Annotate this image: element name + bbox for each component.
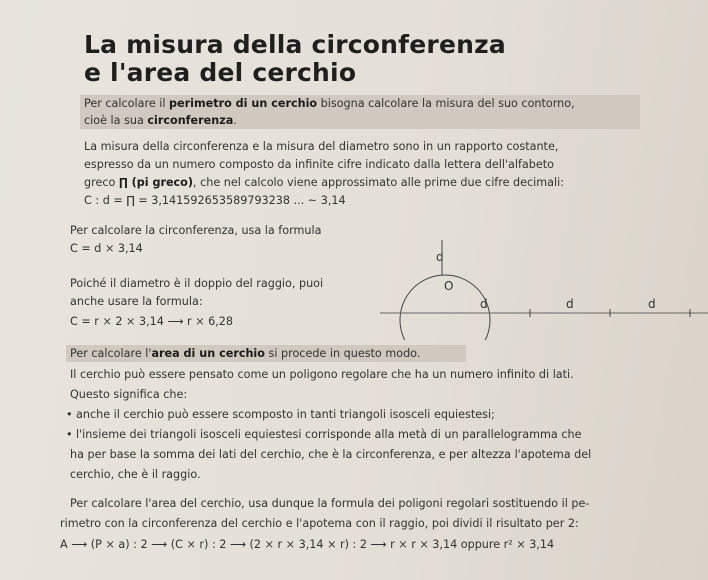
label-d-2: d <box>566 297 574 311</box>
page-title-line-2: e l'area del cerchio <box>84 58 357 87</box>
formula-line-4: anche usare la formula: <box>70 295 203 308</box>
final-line-1: Per calcolare l'area del cerchio, usa dunque la formula dei poligoni regolari sostituendo il pe- <box>70 497 590 510</box>
area-text: si procede in questo modo. <box>264 347 421 360</box>
intro-bold-perimeter: perimetro di un cerchio <box>169 97 318 110</box>
area-line-2: Il cerchio può essere pensato come un poligono regolare che ha un numero infinito di lati. <box>70 368 574 381</box>
intro-line-1 <box>84 97 575 110</box>
bullet-2-line-2: ha per base la somma dei lati del cerchio, che è la circonferenza, e per altezza l'apotema del <box>70 448 592 461</box>
final-line-2: rimetro con la circonferenza del cerchio e l'apotema con il raggio, poi dividi il risultato per 2: <box>60 517 579 530</box>
bullet-text: l'insieme dei triangoli isosceli equiestesi corrisponde alla metà di un parallelogramma che <box>76 428 582 441</box>
area-line-3: Questo significa che: <box>70 388 188 401</box>
pi-line-2: espresso da un numero composto da infinite cifre indicato dalla lettera dell'alfabeto <box>84 158 554 171</box>
bullet-text: anche il cerchio può essere scomposto in tanti triangoli isosceli equiestesi; <box>76 408 495 421</box>
pi-bold: ∏ (pi greco) <box>118 176 193 189</box>
bullet-dot: • <box>66 428 73 441</box>
label-d-1: d <box>480 297 488 311</box>
intro-text: bisogna calcolare la misura del suo contorno, <box>317 97 575 110</box>
pi-text: greco <box>84 176 119 189</box>
bullet-1 <box>66 408 495 421</box>
bullet-dot: • <box>66 408 73 421</box>
circle-diagram <box>380 225 708 340</box>
area-text: Per calcolare l' <box>70 347 152 360</box>
formula-line-5: C = r × 2 × 3,14 ⟶ r × 6,28 <box>70 315 234 328</box>
label-d-top: d <box>436 250 444 264</box>
intro-bold-circonferenza: circonferenza <box>147 114 234 127</box>
bullet-2-line-3: cerchio, che è il raggio. <box>70 468 201 481</box>
intro-line-2 <box>84 114 237 127</box>
intro-text: Per calcolare il <box>84 97 170 110</box>
final-formula: A ⟶ (P × a) : 2 ⟶ (C × r) : 2 ⟶ (2 × r × 3,14 × r) : 2 ⟶ r × r × 3,14 oppure r² × 3,14 <box>60 538 555 551</box>
page-title-line-1: La misura della circonferenza <box>84 30 506 59</box>
area-line-1 <box>70 347 420 360</box>
intro-text: . <box>233 114 237 127</box>
formula-line-2: C = d × 3,14 <box>70 242 143 255</box>
bullet-2-line-1 <box>66 428 581 441</box>
pi-line-1: La misura della circonferenza e la misura del diametro sono in un rapporto costante, <box>84 140 559 153</box>
formula-line-1: Per calcolare la circonferenza, usa la formula <box>70 224 322 237</box>
pi-line-4: C : d = ∏ = 3,141592653589793238 ... ~ 3,14 <box>84 194 346 207</box>
label-center-o: O <box>444 279 454 293</box>
pi-text: , che nel calcolo viene approssimato alle prime due cifre decimali: <box>193 176 565 189</box>
label-d-3: d <box>648 297 656 311</box>
intro-text: cioè la sua <box>84 114 148 127</box>
area-bold: area di un cerchio <box>151 347 265 360</box>
pi-line-3 <box>84 176 564 189</box>
formula-line-3: Poiché il diametro è il doppio del raggio, puoi <box>70 277 324 290</box>
